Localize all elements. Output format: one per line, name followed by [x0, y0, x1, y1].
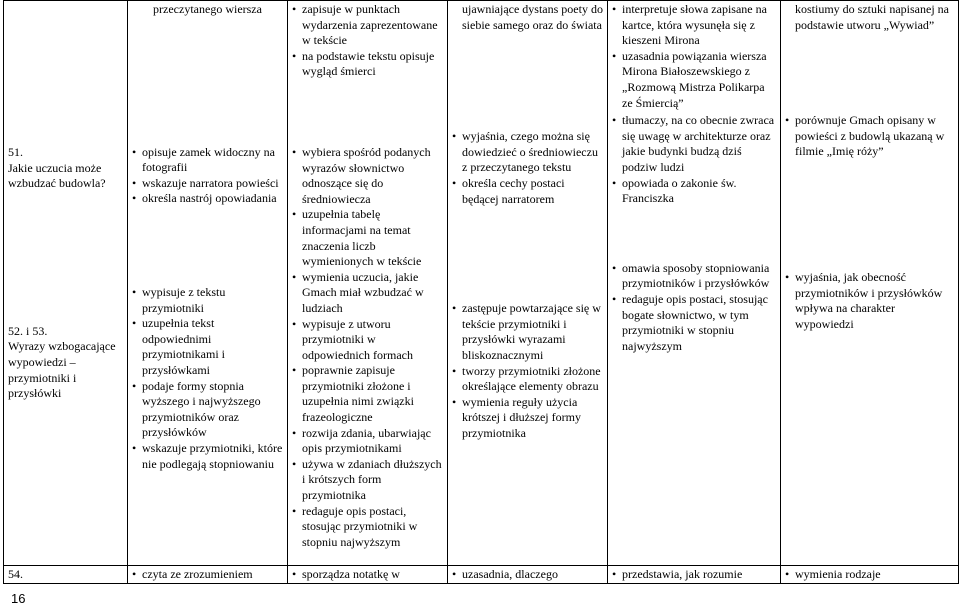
requirements-cell-col2	[128, 1, 288, 566]
list-item: • interpretuje słowa zapisane na kartce, która wysunęła się z kieszeni Mirona	[612, 2, 776, 49]
requirements-cell-col5	[608, 1, 781, 566]
list-item	[452, 567, 603, 583]
continuation-text: przeczytanego wiersza	[153, 2, 262, 16]
list-item: • tłumaczy, na co obecnie zwraca się uwagę w architekturze oraz jakie budynki budzą dziś podziw ludzi	[612, 113, 776, 175]
list-item: • wskazuje przymiotniki, które nie podlegają stopniowaniu	[132, 441, 283, 472]
list-item: • rozwija zdania, ubarwiając opis przymiotnikami	[292, 426, 443, 457]
list-item: • wybiera spośród podanych wyrazów słownictwo odnoszące się do średniowiecza	[292, 145, 443, 207]
list-item	[292, 567, 443, 583]
requirements-list	[612, 113, 776, 207]
requirements-list	[612, 2, 776, 111]
list-item: • na podstawie tekstu opisuje wygląd śmierci	[292, 49, 443, 80]
requirements-list	[132, 285, 283, 472]
list-item	[132, 567, 283, 583]
page-number: 16	[11, 591, 26, 606]
requirement-cell	[781, 566, 959, 584]
list-item: • redaguje opis postaci, stosując przymiotniki w stopniu najwyższym	[292, 504, 443, 551]
list-item: • tworzy przymiotniki złożone określające elementy obrazu	[452, 364, 603, 395]
requirements-list	[132, 145, 283, 207]
lesson-title: Jakie uczucia może wzbudzać budowla?	[8, 160, 106, 191]
list-item: • zapisuje w punktach wydarzenia zaprezentowane w tekście	[292, 2, 443, 49]
list-item: • opisuje zamek widoczny na fotografii	[132, 145, 283, 176]
table-row	[4, 566, 959, 584]
requirement-cell	[608, 566, 781, 584]
requirements-cell-col4	[448, 1, 608, 566]
list-item: • redaguje opis postaci, stosując bogate słownictwo, w tym przymiotniki w stopniu najwyższym	[612, 292, 776, 354]
list-item: • wskazuje narratora powieści	[132, 176, 283, 192]
list-item: • wymienia uczucia, jakie Gmach miał wzbudzać w ludziach	[292, 270, 443, 317]
list-item: • poprawnie zapisuje przymiotniki złożone i uzupełnia nimi związki frazeologiczne	[292, 363, 443, 425]
requirement-text: czyta ze zrozumieniem	[142, 567, 253, 581]
list-item: • wypisuje z utworu przymiotniki w odpowiednich formach	[292, 317, 443, 364]
list-item	[612, 567, 776, 583]
lesson-title-cell	[4, 1, 128, 566]
list-item: • określa nastrój opowiadania	[132, 191, 283, 207]
list-item: • wypisuje z tekstu przymiotniki	[132, 285, 283, 316]
requirement-cell	[288, 566, 448, 584]
list-item: • podaje formy stopnia wyższego i najwyższego przymiotników oraz przysłówków	[132, 379, 283, 441]
list-item: • uzupełnia tabelę informacjami na temat znaczenia liczb wymienionych w tekście	[292, 207, 443, 269]
list-item: • używa w zdaniach dłuższych i krótszych form przymiotnika	[292, 457, 443, 504]
requirements-cell-col6	[781, 1, 959, 566]
table-row	[4, 1, 959, 566]
requirements-list	[292, 145, 443, 317]
curriculum-table	[3, 0, 959, 584]
requirements-cell-col3	[288, 1, 448, 566]
list-item: • omawia sposoby stopniowania przymiotników i przysłówków	[612, 261, 776, 292]
list-item: • wymienia reguły użycia krótszej i dłuższej formy przymiotnika	[452, 395, 603, 442]
requirement-cell	[128, 566, 288, 584]
requirement-text: sporządza notatkę w	[302, 567, 400, 581]
list-item: • określa cechy postaci będącej narratorem	[452, 176, 603, 207]
lesson-number: 52. i 53.	[8, 323, 48, 338]
requirements-list	[785, 113, 954, 160]
list-item: • zastępuje powtarzające się w tekście przymiotniki i przysłówki wyrazami bliskoznacznymi	[452, 301, 603, 363]
requirement-text: przedstawia, jak rozumie	[622, 567, 743, 581]
requirements-list	[452, 301, 603, 441]
lesson-title: Wyrazy wzbogacające wypowiedzi – przymiotniki i przysłówki	[8, 339, 116, 401]
list-item: • uzupełnia tekst odpowiednimi przymiotnikami i przysłówkami	[132, 316, 283, 378]
list-item: • wyjaśnia, czego można się dowiedzieć o średniowieczu z przeczytanego tekstu	[452, 129, 603, 176]
list-item	[785, 567, 954, 583]
lesson-number: 51.	[8, 145, 23, 159]
continuation-text: ujawniające dystans poety do siebie samego oraz do świata	[462, 2, 603, 32]
requirements-list	[292, 317, 443, 551]
requirements-list	[612, 261, 776, 355]
list-item: • porównuje Gmach opisany w powieści z budowlą ukazaną w filmie „Imię róży”	[785, 113, 954, 160]
list-item: • opowiada o zakonie św. Franciszka	[612, 176, 776, 207]
requirements-list	[292, 2, 443, 80]
continuation-text: kostiumy do sztuki napisanej na podstawie utworu „Wywiad”	[795, 2, 949, 32]
list-item: • uzasadnia powiązania wiersza Mirona Białoszewskiego z „Rozmową Mistrza Polikarpa ze Śmiercią”	[612, 49, 776, 111]
requirement-text: uzasadnia, dlaczego	[462, 567, 558, 581]
lesson-number: 54.	[4, 566, 128, 584]
requirements-list	[785, 270, 954, 332]
requirements-list	[452, 129, 603, 207]
requirement-cell	[448, 566, 608, 584]
requirement-text: wymienia rodzaje	[795, 567, 881, 581]
list-item: • wyjaśnia, jak obecność przymiotników i przysłówków wpływa na charakter wypowiedzi	[785, 270, 954, 332]
